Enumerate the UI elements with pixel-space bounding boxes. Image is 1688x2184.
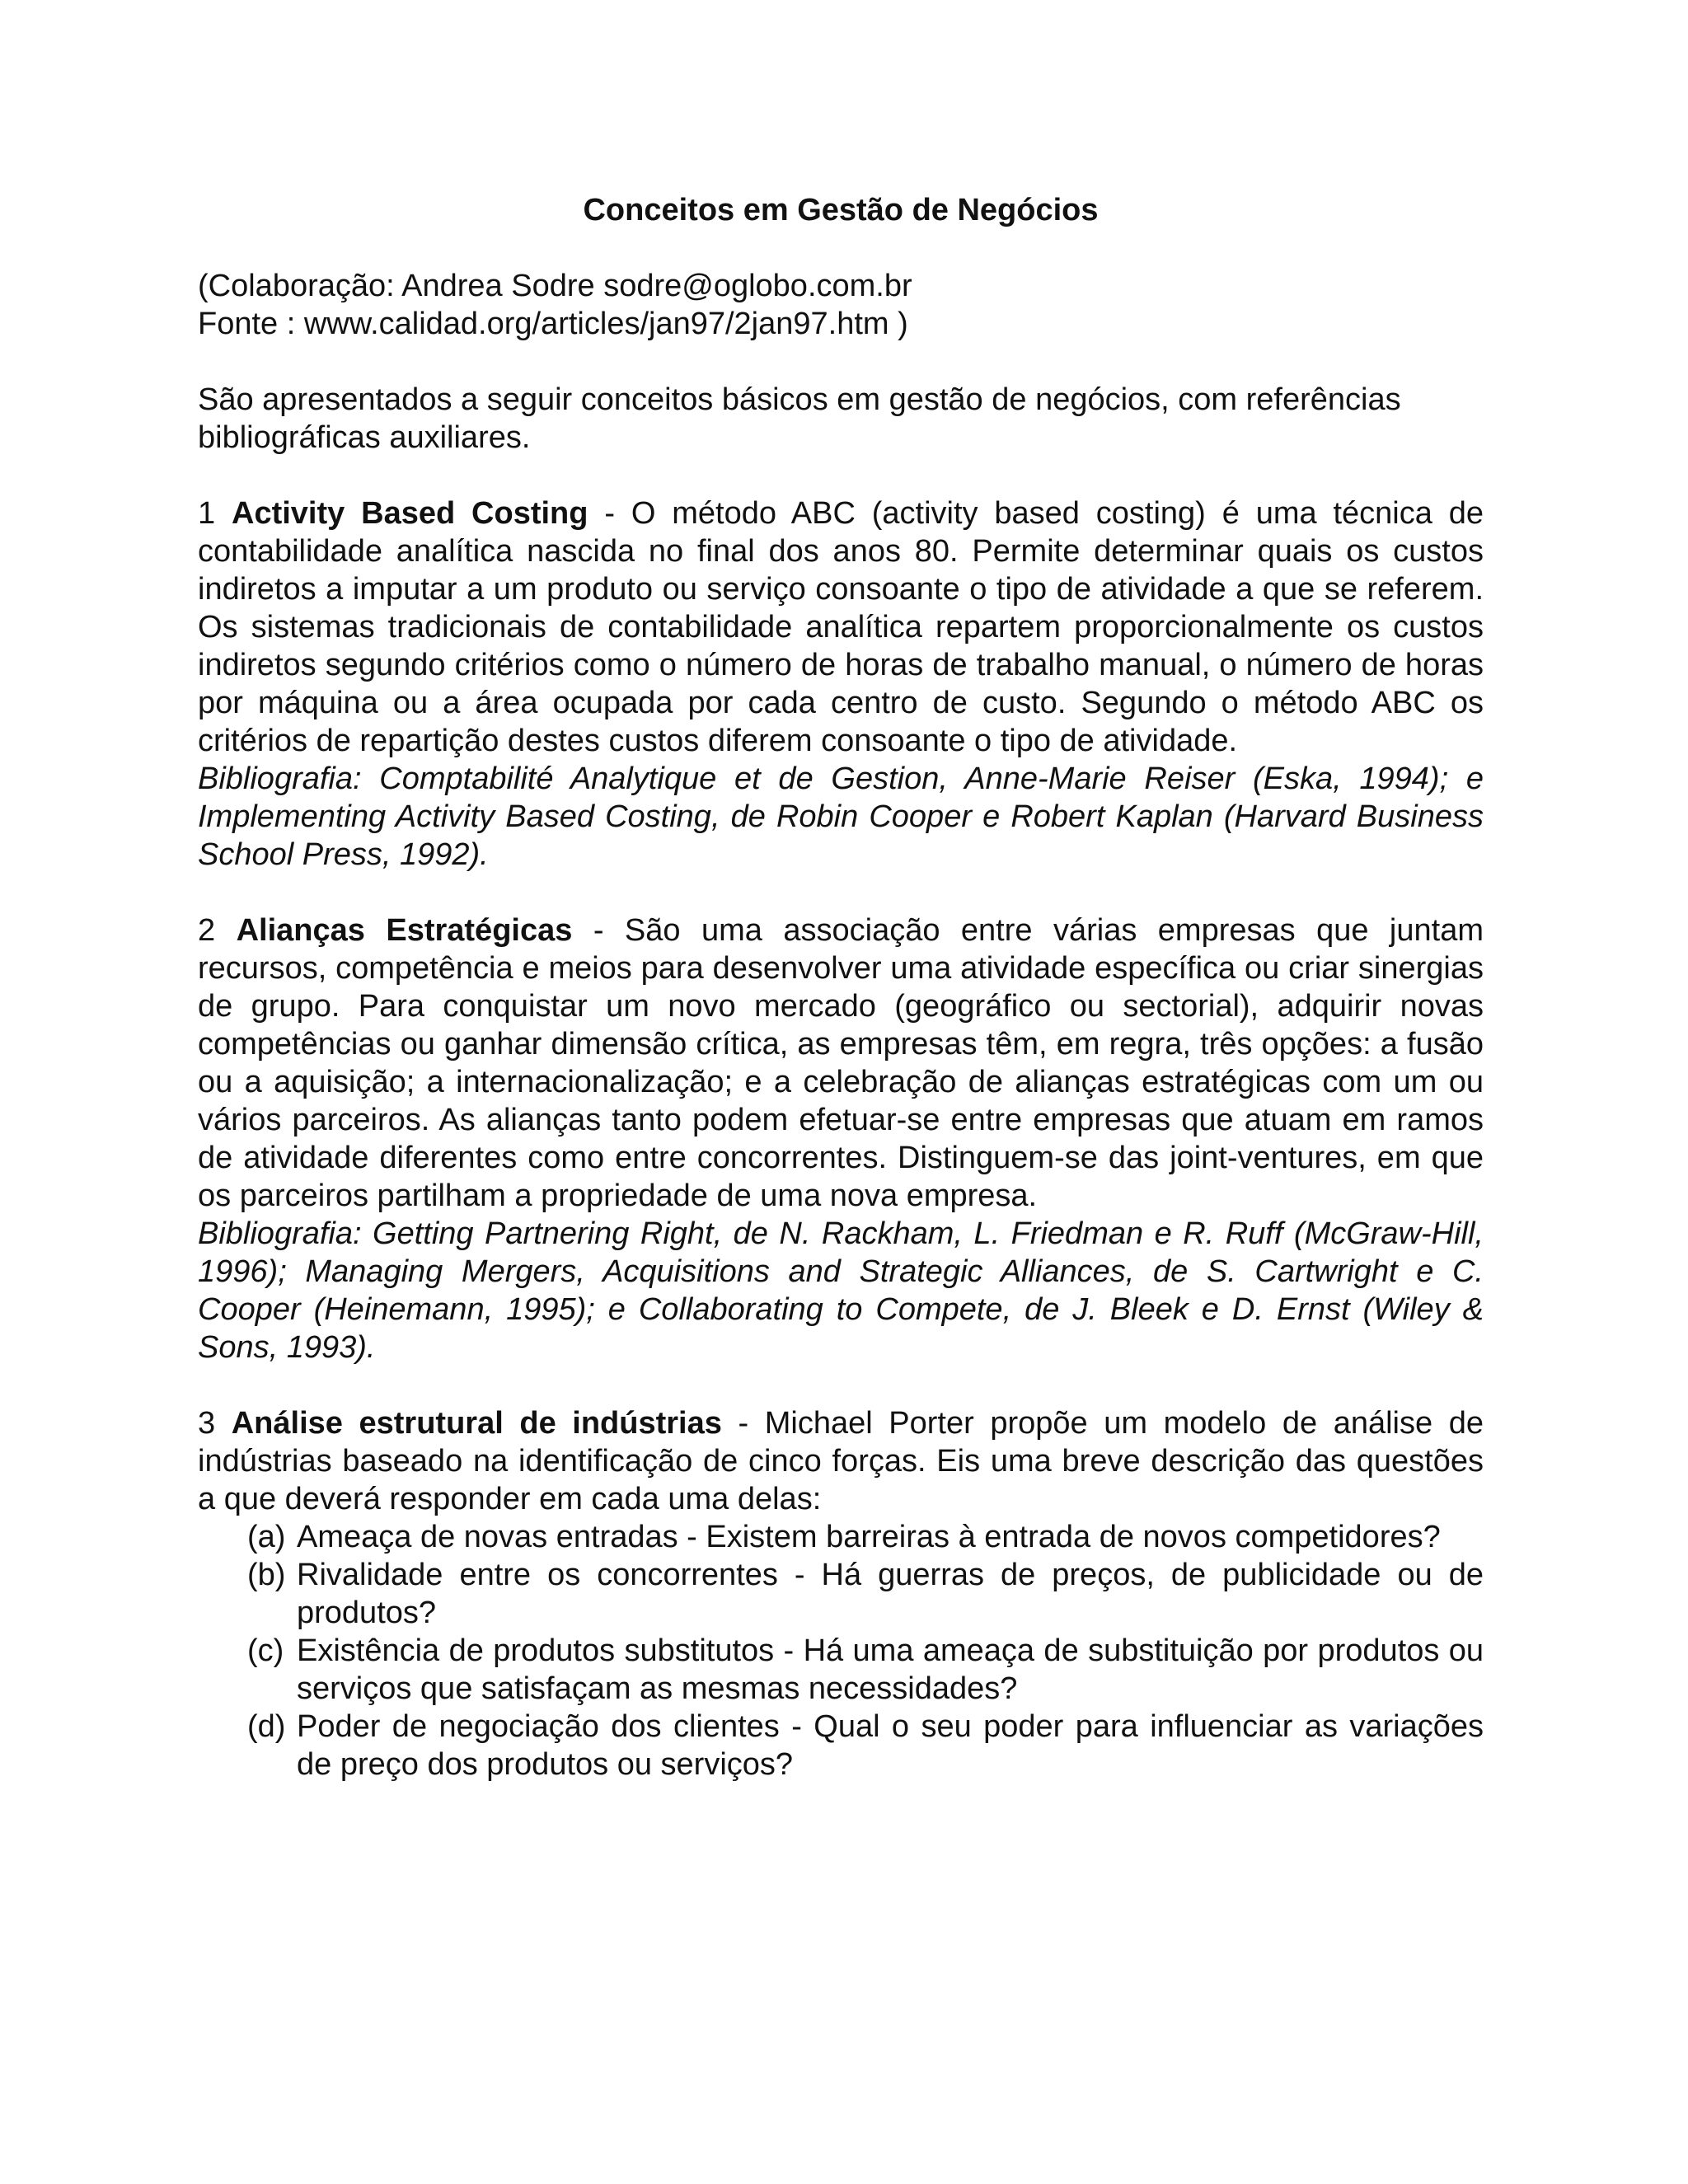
list-marker: (d) <box>247 1709 286 1744</box>
list-item <box>247 1632 1484 1708</box>
section-aliancas-estrategicas <box>198 912 1484 1366</box>
list-item-text: Existência de produtos substitutos - Há uma ameaça de substituição por produtos ou serviços que satisfaçam as mesmas necessidades? <box>297 1633 1484 1706</box>
list-marker: (b) <box>247 1558 286 1592</box>
section-activity-based-costing <box>198 494 1484 874</box>
section-body: - O método ABC (activity based costing) é uma técnica de contabilidade analítica nascida no final dos anos 80. Permite determinar quais os custos indiretos a imputar a um produto ou serviço consoante o tipo de atividade a que se referem. Os sistemas tradicionais de contabilidade analítica repartem proporcionalmente os custos indiretos segundo critérios como o número de horas de trabalho manual, o número de horas por máquina ou a área ocupada por cada centro de custo. Segundo o método ABC os critérios de repartição destes custos diferem consoante o tipo de atividade. <box>198 496 1484 758</box>
section-number: 2 <box>198 913 216 948</box>
section-term: Activity Based Costing <box>232 496 588 531</box>
list-marker: (c) <box>247 1633 284 1668</box>
list-item-text: Rivalidade entre os concorrentes - Há guerras de preços, de publicidade ou de produtos? <box>297 1558 1484 1630</box>
section-paragraph <box>198 912 1484 1215</box>
section-paragraph <box>198 494 1484 760</box>
list-item-text: Poder de negociação dos clientes - Qual o seu poder para influenciar as variações de preço dos produtos ou serviços? <box>297 1709 1484 1782</box>
source-line: Fonte : www.calidad.org/articles/jan97/2jan97.htm ) <box>198 307 908 341</box>
collaboration-block <box>198 267 1484 343</box>
intro-paragraph: São apresentados a seguir conceitos básicos em gestão de negócios, com referências bibliográficas auxiliares. <box>198 382 1401 455</box>
document-page <box>198 191 1484 1821</box>
section-number: 1 <box>198 496 216 531</box>
section-analise-estrutural <box>198 1404 1484 1783</box>
section-term: Análise estrutural de indústrias <box>231 1406 722 1441</box>
page-title: Conceitos em Gestão de Negócios <box>583 193 1099 227</box>
section-paragraph <box>198 1404 1484 1518</box>
section-body: - Michael Porter propõe um modelo de análise de indústrias baseado na identificação de cinco forças. Eis uma breve descrição das questões a que deverá responder em cada uma delas: <box>198 1406 1484 1516</box>
bibliography: Bibliografia: Getting Partnering Right, de N. Rackham, L. Friedman e R. Ruff (McGraw-Hill, 1996); Managing Mergers, Acquisitions and Strategic Alliances, de S. Cartwright e C. Cooper (Heinemann, 1995); e Collaborating to Compete, de J. Bleek e D. Ernst (Wiley & Sons, 1993). <box>198 1216 1484 1365</box>
section-body: - São uma associação entre várias empresas que juntam recursos, competência e meios para desenvolver uma atividade específica ou criar sinergias de grupo. Para conquistar um novo mercado (geográfico ou sectorial), adquirir novas competências ou ganhar dimensão crítica, as empresas têm, em regra, três opções: a fusão ou a aquisição; a internacionalização; e a celebração de alianças estratégicas com um ou vários parceiros. As alianças tanto podem efetuar-se entre empresas que atuam em ramos de atividade diferentes como entre concorrentes. Distinguem-se das joint-ventures, em que os parceiros partilham a propriedade de uma nova empresa. <box>198 913 1484 1213</box>
collaboration-line: (Colaboração: Andrea Sodre sodre@oglobo.com.br <box>198 269 912 303</box>
section-number: 3 <box>198 1406 216 1441</box>
section-term: Alianças Estratégicas <box>236 913 573 948</box>
list-marker: (a) <box>247 1520 286 1554</box>
list-item <box>247 1518 1484 1556</box>
five-forces-list <box>198 1518 1484 1783</box>
list-item-text: Ameaça de novas entradas - Existem barreiras à entrada de novos competidores? <box>297 1520 1441 1554</box>
list-item <box>247 1708 1484 1783</box>
bibliography: Bibliografia: Comptabilité Analytique et de Gestion, Anne-Marie Reiser (Eska, 1994); e Implementing Activity Based Costing, de Robin Cooper e Robert Kaplan (Harvard Business School Press, 1992). <box>198 762 1484 872</box>
list-item <box>247 1556 1484 1632</box>
